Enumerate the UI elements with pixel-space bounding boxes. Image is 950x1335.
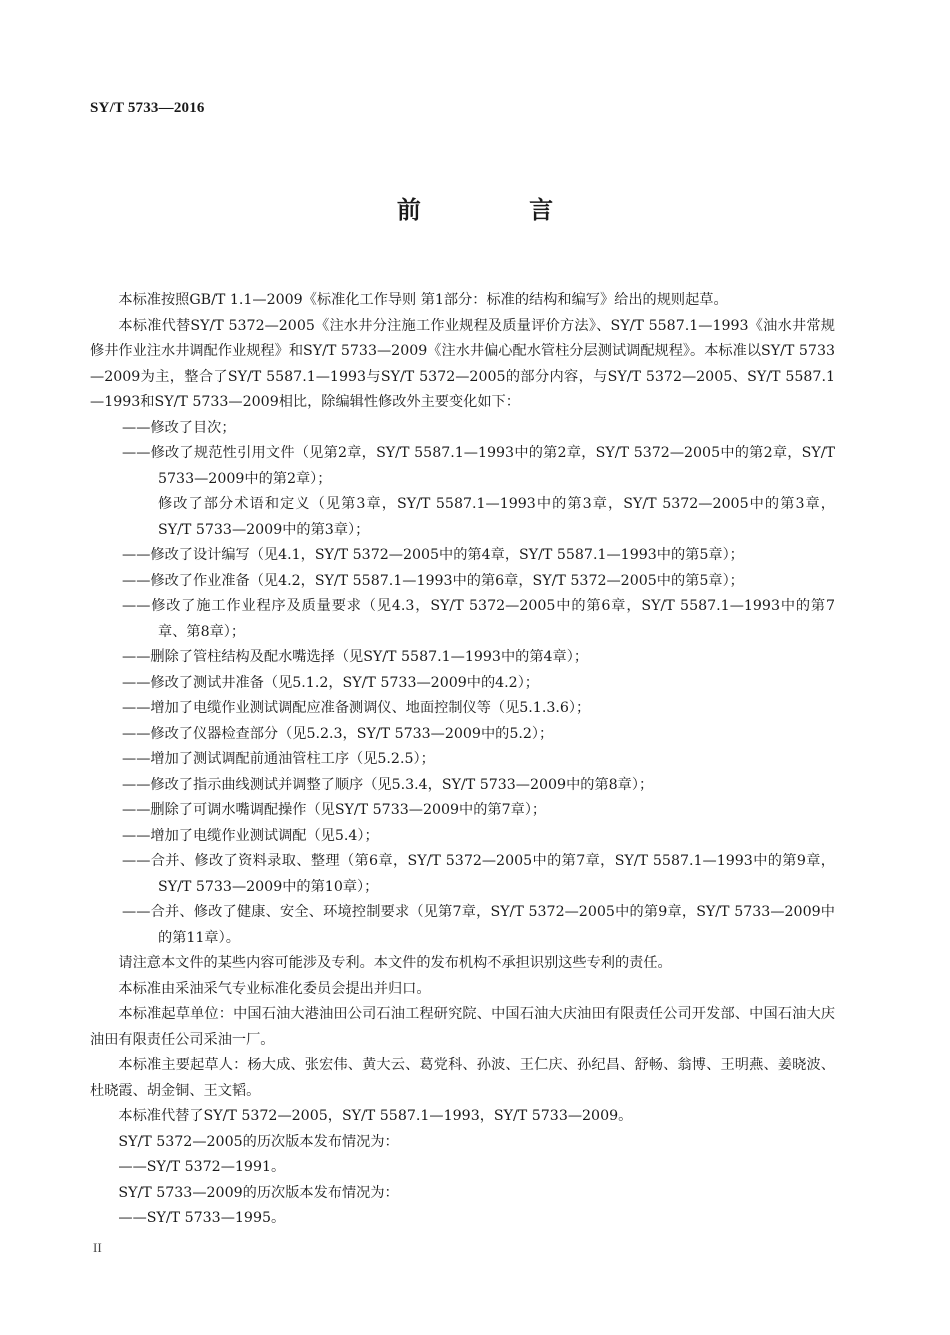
history-item-5733: ——SY/T 5733—1995。	[118, 1210, 286, 1226]
change-item: ——修改了测试井准备（见5.1.2，SY/T 5733—2009中的4.2）；	[122, 674, 539, 691]
change-item: ——修改了目次；	[122, 419, 236, 436]
paragraph-drafters: 本标准主要起草人：杨大成、张宏伟、黄大云、葛党科、孙波、王仁庆、孙纪昌、舒畅、翁博、王明燕、姜晓波、杜晓霞、胡金铜、王文韬。	[90, 1057, 835, 1099]
standard-code: SY/T 5733—2016	[90, 100, 205, 116]
change-item: ——修改了作业准备（见4.2，SY/T 5587.1—1993中的第6章，SY/T 5372—2005中的第5章）；	[122, 572, 744, 589]
change-item: ——修改了指示曲线测试并调整了顺序（见5.3.4，SY/T 5733—2009中的第8章）；	[122, 776, 654, 793]
paragraph-patent-notice: 请注意本文件的某些内容可能涉及专利。本文件的发布机构不承担识别这些专利的责任。	[118, 955, 672, 971]
paragraph-drafting-units: 本标准起草单位：中国石油大港油田公司石油工程研究院、中国石油大庆油田有限责任公司开发部、中国石油大庆油田有限责任公司采油一厂。	[90, 1006, 835, 1048]
page-number: II	[93, 1240, 102, 1255]
change-item: ——合并、修改了健康、安全、环境控制要求（见第7章，SY/T 5372—2005中的第9章，SY/T 5733—2009中的第11章）。	[122, 904, 835, 946]
change-item: ——修改了规范性引用文件（见第2章，SY/T 5587.1—1993中的第2章，SY/T 5372—2005中的第2章，SY/T 5733—2009中的第2章）；	[122, 445, 835, 487]
history-item-5372: ——SY/T 5372—1991。	[118, 1159, 286, 1175]
change-item: ——增加了电缆作业测试调配（见5.4）；	[122, 827, 379, 844]
change-item: ——修改了设计编写（见4.1，SY/T 5372—2005中的第4章，SY/T 5587.1—1993中的第5章）；	[122, 547, 744, 563]
change-item: ——增加了电缆作业测试调配应准备测调仪、地面控制仪等（见5.1.3.6）；	[122, 700, 591, 716]
paragraph-replaced-standards: 本标准代替了SY/T 5372—2005，SY/T 5587.1—1993，SY/T 5733—2009。	[118, 1108, 633, 1124]
paragraph-history-5733-intro: SY/T 5733—2009的历次版本发布情况为：	[118, 1184, 399, 1201]
change-item: ——合并、修改了资料录取、整理（第6章，SY/T 5372—2005中的第7章，SY/T 5587.1—1993中的第9章，SY/T 5733—2009中的第10章）；	[122, 853, 835, 895]
change-item: ——修改了施工作业程序及质量要求（见4.3，SY/T 5372—2005中的第6章，SY/T 5587.1—1993中的第7章、第8章）；	[122, 598, 835, 640]
paragraph-replaces: 本标准代替SY/T 5372—2005《注水井分注施工作业规程及质量评价方法》、SY/T 5587.1—1993《油水井常规修井作业注水井调配作业规程》和SY/T 5733—2009《注水井偏心配水管柱分层测试调配规程》。本标准以SY/T 5733—2009为主，整合了SY/T 5587.1—1993与SY/T 5372—2005的部分内容，与SY/T 5372—2005、SY/T 5587.1—1993和SY/T 5733—2009相比，除编辑性修改外主要变化如下：	[90, 317, 835, 410]
paragraph-proposer: 本标准由采油采气专业标准化委员会提出并归口。	[118, 980, 431, 997]
change-item: 修改了部分术语和定义（见第3章，SY/T 5587.1—1993中的第3章，SY/T 5372—2005中的第3章，SY/T 5733—2009中的第3章）；	[158, 496, 835, 538]
change-item: ——删除了可调水嘴调配操作（见SY/T 5733—2009中的第7章）；	[122, 802, 547, 818]
page-title: 前 言	[396, 196, 604, 224]
paragraph-basis: 本标准按照GB/T 1.1—2009《标准化工作导则 第1部分：标准的结构和编写》给出的规则起草。	[118, 292, 728, 308]
document-body	[90, 288, 835, 1232]
paragraph-history-5372-intro: SY/T 5372—2005的历次版本发布情况为：	[118, 1133, 399, 1150]
change-item: ——删除了管柱结构及配水嘴选择（见SY/T 5587.1—1993中的第4章）；	[122, 649, 589, 665]
change-item: ——增加了测试调配前通油管柱工序（见5.2.5）；	[122, 751, 435, 767]
change-item: ——修改了仪器检查部分（见5.2.3，SY/T 5733—2009中的5.2）；	[122, 725, 554, 742]
